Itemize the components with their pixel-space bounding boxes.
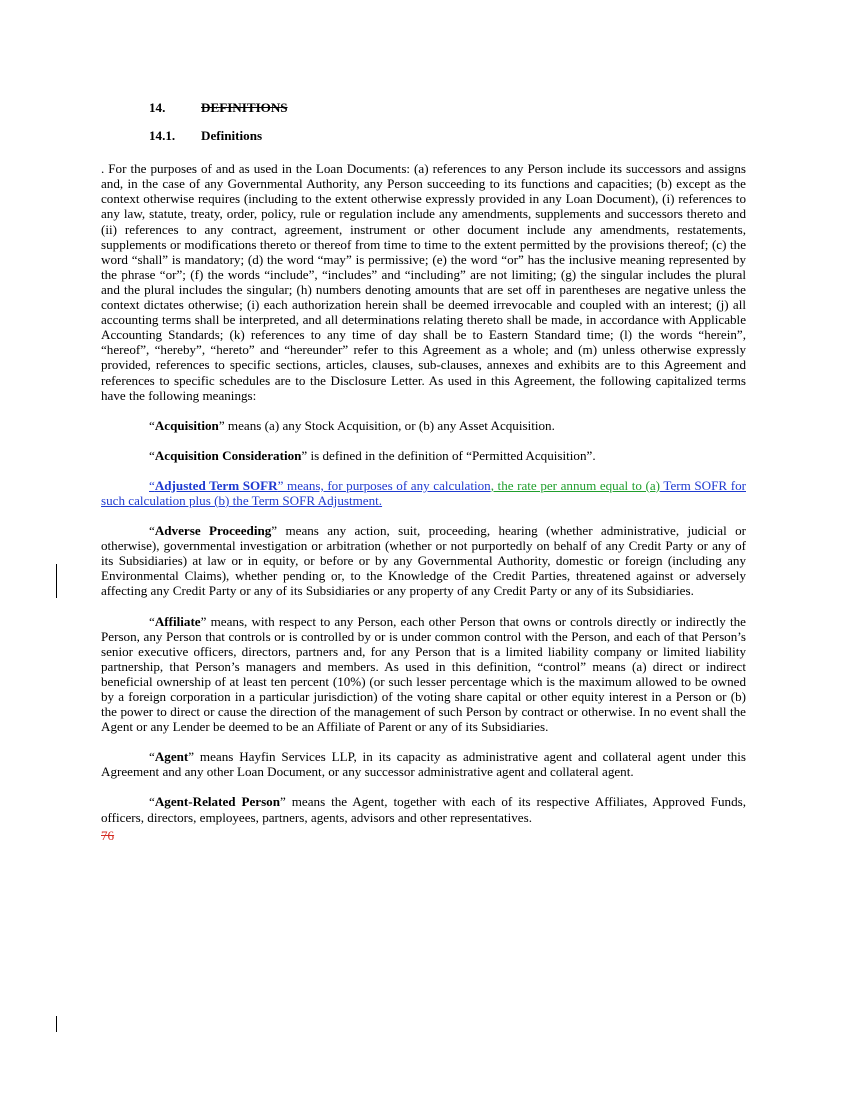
definition-acquisition-consideration: “Acquisition Consideration” is defined in the definition of “Permitted Acquisition”.: [149, 447, 596, 463]
definition-acquisition: “Acquisition” means (a) any Stock Acquisition, or (b) any Asset Acquisition.: [149, 417, 555, 433]
definition-agent: “Agent” means Hayfin Services LLP, in its capacity as administrative agent and collateral agent under this Agreement and any other Loan Document, or any successor administrative agent and collateral agent.: [101, 749, 746, 780]
change-bar-footer: [56, 1016, 57, 1032]
defined-term: Agent: [154, 749, 189, 765]
defined-term: Agent-Related Person: [154, 794, 280, 810]
change-bar-sofr: [56, 564, 57, 598]
inserted-text: Term SOFR for such calculation plus (b) the Term SOFR Adjustment.: [101, 477, 746, 508]
definition-adjusted-term-sofr: [101, 478, 746, 508]
section-heading: [149, 100, 746, 115]
page-number-deleted: 76: [101, 827, 115, 843]
subsection-number: 14.1.: [149, 128, 176, 144]
defined-term: Affiliate: [154, 613, 201, 629]
definition-agent-related-person: “Agent-Related Person” means the Agent, together with each of its respective Affiliates, Approved Funds, officers, directors, employees, partners, agents, advisors and other representatives.: [101, 794, 746, 825]
document-page: [101, 92, 746, 843]
defined-term: Acquisition: [154, 417, 219, 433]
defined-term: Adverse Proceeding: [154, 523, 272, 539]
definition-adverse-proceeding: “Adverse Proceeding” means any action, suit, proceeding, hearing (whether administrative, judicial or otherwise), governmental investigation or arbitration (whether or not purportedly on behalf of any Credit Party or any of its Subsidiaries) at law or in equity, or before or by any Governmental Authority, domestic or foreign (including any Environmental Claims), whether pending or, to the Knowledge of the Credit Parties, threatened against or adversely affecting any Credit Party or any of its Subsidiaries or any property of any Credit Party or any of its Subsidiaries.: [101, 523, 746, 599]
interpretation-paragraph: . For the purposes of and as used in the Loan Documents: (a) references to any Person include its successors and assigns and, in the case of any Governmental Authority, any Person succeeding to its functions and capacities; (b) except as the context otherwise requires (including to the extent otherwise expressly provided in any Loan Document), (i) references to any law, statute, treaty, order, policy, rule or regulation include any amendments, supplements and successors thereto and (ii) references to any contract, agreement, instrument or other document include any amendments, restatements, supplements or modifications thereto or thereof from time to time to the extent permitted by the provisions thereof; (c) the word “shall” is mandatory; (d) the word “may” is permissive; (e) the word “or” has the inclusive meaning represented by the phrase “or”; (f) the words “include”, “includes” and “including” are not limiting; (g) the singular includes the plural and the plural includes the singular; (h) numbers denoting amounts that are set off in parentheses are negative unless the context dictates otherwise; (i) each authorization herein shall be deemed irrevocable and coupled with an interest; (j) all accounting terms shall be interpreted, and all determinations relating thereto shall be made, in accordance with Applicable Accounting Standards; (k) references to any time of day shall be to Eastern Standard time; (l) the words “herein”, “hereof”, “hereby”, “hereto” and “hereunder” refer to this Agreement as a whole; and (m) unless otherwise expressly provided, references to specific sections, articles, clauses, sub-clauses, annexes and exhibits are to this Agreement and references to specific schedules are to the Disclosure Letter. As used in this Agreement, the following capitalized terms have the following meanings:: [101, 161, 746, 403]
subsection-heading: [149, 128, 746, 143]
subsection-title: Definitions: [201, 128, 263, 144]
inserted-text: “Adjusted Term SOFR” means, for purposes of any calculation: [149, 477, 491, 493]
section-title-deleted: DEFINITIONS: [201, 100, 288, 115]
defined-term: Acquisition Consideration: [154, 447, 302, 463]
definition-affiliate: “Affiliate” means, with respect to any Person, each other Person that owns or controls directly or indirectly the Person, any Person that controls or is controlled by or is under common control with the Person, and each of that Person’s senior executive officers, directors, partners and, for any Person that is a limited liability company or limited liability partnership, that Person’s managers and members. As used in this definition, “control” means (a) direct or indirect beneficial ownership of at least ten percent (10%) (or such lesser percentage which is the maximum allowed to be owned by a foreign corporation in a particular jurisdiction) of the voting share capital or other equity interest in a Person or (b) the power to direct or cause the direction of the management of such Person by contract or otherwise. In no event shall the Agent or any Lender be deemed to be an Affiliate of Parent or any of its Subsidiaries.: [101, 613, 746, 735]
section-number: 14.: [149, 100, 166, 115]
inserted-text-moved: , the rate per annum equal to (a): [490, 477, 661, 493]
